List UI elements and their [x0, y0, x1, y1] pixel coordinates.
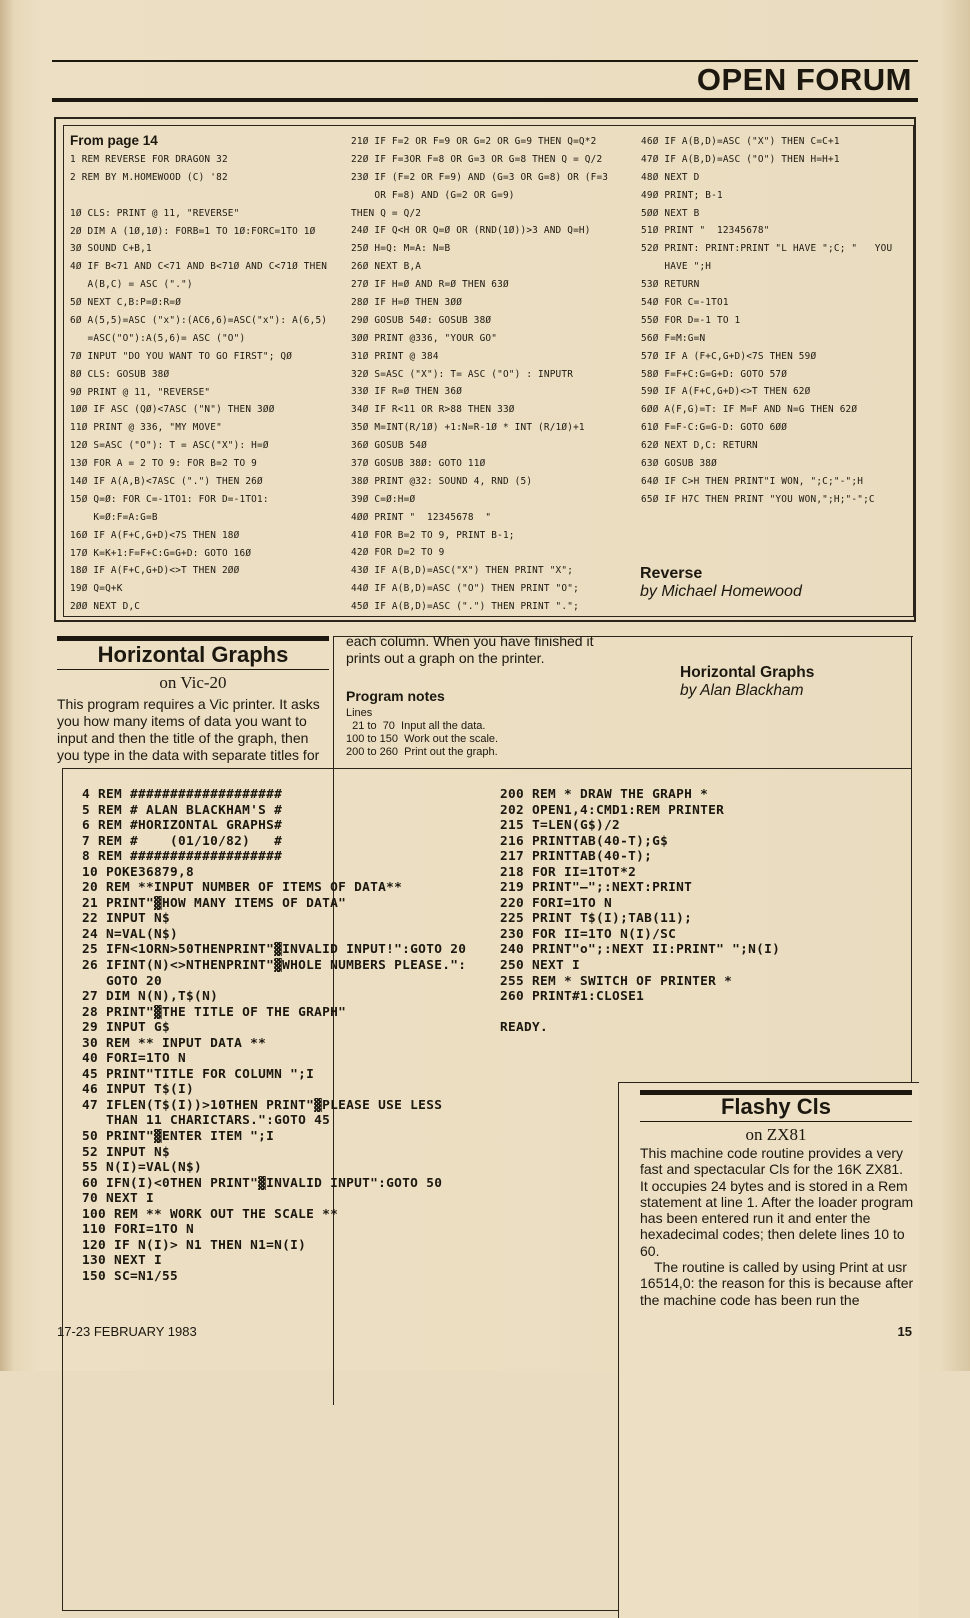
code-line: 54Ø FOR C=-1TO1 [641, 297, 729, 309]
code-line: 2 REM BY M.HOMEWOOD (C) '82 [70, 171, 228, 183]
code-line: 11Ø PRINT @ 336, "MY MOVE" [70, 422, 222, 434]
flashy-cls-paragraph-1: This machine code routine provides a very fast and spectacular Cls for the 16K ZX81. It occupies 24 bytes and is stored in a Rem statement at line 1. After the loader program has been entered run it and enter the hexadecimal codes; then delete lines 10 to 60. [640, 1145, 914, 1259]
code-line [70, 187, 327, 205]
code-line: 40 FORI=1TO N [82, 1051, 187, 1067]
code-line: 100 REM ** WORK OUT THE SCALE ** [82, 1206, 339, 1222]
code-line: 4Ø IF B<71 AND C<71 AND B<71Ø AND C<71Ø THEN [70, 261, 328, 273]
horizontal-graphs-listing-right [500, 787, 780, 1036]
code-line: 5ØØ NEXT B [641, 207, 700, 219]
code-line: 55 N(I)=VAL(N$) [82, 1160, 203, 1176]
code-line: 22 INPUT N$ [82, 911, 171, 927]
horizontal-graphs-heading: Horizontal Graphs [97, 642, 289, 667]
code-line: 30 REM ** INPUT DATA ** [82, 1035, 267, 1051]
code-line: 219 PRINT"—";:NEXT:PRINT [500, 880, 693, 896]
reverse-listing-column-2 [351, 133, 608, 616]
horizontal-graphs-box-author: by Alan Blackham [680, 682, 804, 699]
horizontal-graphs-heading-underline [57, 669, 329, 670]
code-line: 8 REM ################### [82, 849, 283, 865]
program-notes-heading: Program notes [346, 688, 445, 704]
code-line: 61Ø F=F-C:G=G-D: GOTO 6ØØ [641, 422, 788, 434]
program-note: 21 to 70 Input all the data. [346, 720, 486, 732]
code-line: 28Ø IF H=Ø THEN 3ØØ [351, 297, 463, 309]
code-line: 17Ø K=K+1:F=F+C:G=G+D: GOTO 16Ø [70, 547, 252, 559]
code-line: 6 REM #HORIZONTAL GRAPHS# [82, 818, 283, 834]
code-line: 260 PRINT#1:CLOSE1 [500, 989, 645, 1005]
program-note: 100 to 150 Work out the scale. [346, 733, 499, 745]
issue-date: 17-23 FEBRUARY 1983 [57, 1324, 197, 1339]
code-line: 41Ø FOR B=2 TO 9, PRINT B-1; [351, 529, 515, 541]
code-line: 58Ø F=F+C:G=G+D: GOTO 57Ø [641, 368, 788, 380]
code-line: 19Ø Q=Q+K [70, 583, 123, 595]
flashy-cls-platform: on ZX81 [745, 1125, 807, 1144]
code-line: 18Ø IF A(F+C,G+D)<>T THEN 2ØØ [70, 565, 240, 577]
code-line: 2Ø DIM A (1Ø,1Ø): FORB=1 TO 1Ø:FORC=1TO 1Ø [70, 225, 316, 237]
code-line: 20 REM **INPUT NUMBER OF ITEMS OF DATA** [82, 880, 403, 896]
code-line: =ASC("O"):A(5,6)= ASC ("O") [70, 332, 246, 344]
code-line: 220 FORI=1TO N [500, 895, 613, 911]
code-line: 28 PRINT"▓THE TITLE OF THE GRAPH" [82, 1004, 347, 1020]
code-line: 37Ø GOSUB 38Ø: GOTO 11Ø [351, 458, 486, 470]
code-line: 24 N=VAL(N$) [82, 926, 179, 942]
code-line: 7 REM # (01/10/82) # [82, 833, 283, 849]
reverse-author: by Michael Homewood [640, 583, 802, 600]
code-line: 33Ø IF R=Ø THEN 36Ø [351, 386, 463, 398]
code-line: 3Ø SOUND C+B,1 [70, 243, 152, 255]
code-line: 45Ø IF A(B,D)=ASC (".") THEN PRINT "."; [351, 601, 579, 613]
code-line: 38Ø PRINT @32: SOUND 4, RND (5) [351, 475, 533, 487]
code-line: 1ØØ IF ASC (QØ)<7ASC ("N") THEN 3ØØ [70, 404, 275, 416]
flashy-cls-heading-underline [640, 1121, 912, 1122]
code-line: 47 IFLEN(T$(I))>10THEN PRINT"▓PLEASE USE LESS [82, 1097, 443, 1113]
code-line: 48Ø NEXT D [641, 171, 700, 183]
code-line: 45 PRINT"TITLE FOR COLUMN ";I [82, 1066, 315, 1082]
code-line: 50 PRINT"▓ENTER ITEM ";I [82, 1129, 275, 1145]
code-line: 5Ø NEXT C,B:P=Ø:R=Ø [70, 297, 182, 309]
code-line: GOTO 20 [82, 973, 163, 989]
code-line: 5 REM # ALAN BLACKHAM'S # [82, 802, 283, 818]
code-line: 29Ø GOSUB 54Ø: GOSUB 38Ø [351, 314, 492, 326]
horizontal-graphs-intro: This program requires a Vic printer. It asks you how many items of data you want to input and then the title of the graph, then you type in the data with separate titles for [57, 696, 320, 763]
code-line: THAN 11 CHARICTARS.":GOTO 45 [82, 1113, 331, 1129]
code-line: 110 FORI=1TO N [82, 1222, 195, 1238]
code-line: K=Ø:F=A:G=B [70, 511, 158, 523]
code-line: 4 REM ################### [82, 787, 283, 802]
code-line: 217 PRINTTAB(40-T); [500, 849, 653, 865]
code-line: 120 IF N(I)> N1 THEN N1=N(I) [82, 1237, 307, 1253]
code-line: 70 NEXT I [82, 1191, 155, 1207]
program-note: 200 to 260 Print out the graph. [346, 746, 498, 758]
code-line: 49Ø PRINT; B-1 [641, 189, 723, 201]
code-line: 202 OPEN1,4:CMD1:REM PRINTER [500, 802, 725, 818]
flashy-cls-paragraph-2: The routine is called by using Print at usr 16514,0: the reason for this is because after the machine code has been run the [640, 1259, 914, 1308]
horizontal-graphs-heading-rule [57, 636, 329, 641]
code-line: 47Ø IF A(B,D)=ASC ("O") THEN H=H+1 [641, 153, 840, 165]
code-line: 43Ø IF A(B,D)=ASC("X") THEN PRINT "X"; [351, 565, 574, 577]
code-line: 26 IFINT(N)<>NTHENPRINT"▓WHOLE NUMBERS PLEASE.": [82, 958, 467, 974]
code-line: 31Ø PRINT @ 384 [351, 350, 439, 362]
code-line: 6ØØ A(F,G)=T: IF M=F AND N=G THEN 62Ø [641, 404, 858, 416]
from-page-label: From page 14 [70, 133, 158, 148]
code-line: 24Ø IF Q<H OR Q=Ø OR (RND(1Ø))>3 AND Q=H) [351, 225, 591, 237]
code-line: 9Ø PRINT @ 11, "REVERSE" [70, 386, 211, 398]
code-line: 56Ø F=M:G=N [641, 332, 706, 344]
horizontal-graphs-platform: on Vic-20 [159, 673, 227, 692]
code-line: HAVE ";H [641, 261, 712, 273]
code-line: 6Ø A(5,5)=ASC ("x"):(AC6,6)=ASC("x"): A(6,5) [70, 315, 328, 327]
code-line: A(B,C) = ASC (".") [70, 279, 193, 291]
code-line: 65Ø IF H7C THEN PRINT "YOU WON,";H;"-";C [641, 493, 875, 505]
code-line: 255 REM * SWITCH OF PRINTER * [500, 973, 733, 989]
code-line: 44Ø IF A(B,D)=ASC ("O") THEN PRINT "O"; [351, 583, 579, 595]
code-line: 51Ø PRINT " 12345678" [641, 225, 770, 237]
code-line: 215 T=LEN(G$)/2 [500, 818, 621, 834]
code-line: 216 PRINTTAB(40-T);G$ [500, 833, 669, 849]
code-line: 26Ø NEXT B,A [351, 261, 422, 273]
code-line [500, 1005, 780, 1021]
code-line: 16Ø IF A(F+C,G+D)<7S THEN 18Ø [70, 529, 240, 541]
program-notes-lines-label: Lines [346, 707, 373, 719]
code-line: 15Ø Q=Ø: FOR C=-1TO1: FOR D=-1TO1: [70, 493, 269, 505]
code-line: 3ØØ PRINT @336, "YOUR GO" [351, 332, 498, 344]
code-line: THEN Q = Q/2 [351, 207, 422, 219]
code-line: 53Ø RETURN [641, 279, 700, 291]
code-line: 2ØØ NEXT D,C [70, 601, 141, 613]
code-line: 8Ø CLS: GOSUB 38Ø [70, 368, 170, 380]
code-line: 13Ø FOR A = 2 TO 9: FOR B=2 TO 9 [70, 458, 258, 470]
code-line: 218 FOR II=1TOT*2 [500, 864, 637, 880]
code-line: 4ØØ PRINT " 12345678 " [351, 511, 492, 523]
code-line: 29 INPUT G$ [82, 1020, 171, 1036]
code-line: 230 FOR II=1TO N(I)/SC [500, 926, 677, 942]
code-line: 1Ø CLS: PRINT @ 11, "REVERSE" [70, 207, 240, 219]
flashy-cls-body [640, 1145, 914, 1308]
code-line: 130 NEXT I [82, 1253, 163, 1269]
code-line: 21Ø IF F=2 OR F=9 OR G=2 OR G=9 THEN Q=Q*2 [351, 136, 597, 147]
code-line: 36Ø GOSUB 54Ø [351, 440, 427, 452]
code-line: 32Ø S=ASC ("X"): T= ASC ("O") : INPUTR [351, 368, 574, 380]
horizontal-graphs-box-title: Horizontal Graphs [680, 664, 815, 681]
horizontal-graphs-listing-left [82, 787, 466, 1285]
code-line: 55Ø FOR D=-1 TO 1 [641, 314, 741, 326]
code-line: 240 PRINT"o";:NEXT II:PRINT" ";N(I) [500, 942, 781, 958]
code-line: 27 DIM N(N),T$(N) [82, 989, 219, 1005]
reverse-title: Reverse [640, 565, 703, 582]
code-line: 46Ø IF A(B,D)=ASC ("X") THEN C=C+1 [641, 136, 840, 147]
code-line: 200 REM * DRAW THE GRAPH * [500, 787, 709, 802]
code-line: 62Ø NEXT D,C: RETURN [641, 440, 758, 452]
code-line: 1 REM REVERSE FOR DRAGON 32 [70, 154, 228, 165]
code-line: 52 INPUT N$ [82, 1144, 171, 1160]
code-line: 14Ø IF A(A,B)<7ASC (".") THEN 26Ø [70, 476, 263, 488]
code-line: 52Ø PRINT: PRINT:PRINT "L HAVE ";C; " YOU [641, 243, 893, 255]
page-number: 15 [897, 1324, 912, 1339]
code-line: 10 POKE36879,8 [82, 864, 195, 880]
code-line: 25Ø H=Q: M=A: N=B [351, 243, 451, 255]
code-line: 250 NEXT I [500, 958, 581, 974]
flashy-cls-heading: Flashy Cls [720, 1094, 832, 1119]
code-line: 64Ø IF C>H THEN PRINT"I WON, ";C;"-";H [641, 475, 864, 487]
code-line: 57Ø IF A (F+C,G+D)<7S THEN 59Ø [641, 350, 817, 362]
horizontal-graphs-intro-continued: each column. When you have finished it prints out a graph on the printer. [346, 633, 594, 666]
code-line: 22Ø IF F=3OR F=8 OR G=3 OR G=8 THEN Q = Q/2 [351, 153, 603, 165]
code-line: 60 IFN(I)<0THEN PRINT"▓INVALID INPUT":GOTO 50 [82, 1175, 443, 1191]
code-line: 59Ø IF A(F+C,G+D)<>T THEN 62Ø [641, 386, 811, 398]
code-line: OR F=8) AND (G=2 OR G=9) [351, 189, 515, 201]
code-line: 34Ø IF R<11 OR R>88 THEN 33Ø [351, 404, 515, 416]
code-line: 7Ø INPUT "DO YOU WANT TO GO FIRST"; QØ [70, 350, 293, 362]
code-line: READY. [500, 1020, 549, 1036]
header-underline [52, 98, 918, 102]
code-line: 25 IFN<1ORN>50THENPRINT"▓INVALID INPUT!":GOTO 20 [82, 942, 467, 958]
code-line: 21 PRINT"▓HOW MANY ITEMS OF DATA" [82, 895, 347, 911]
code-line: 39Ø C=Ø:H=Ø [351, 493, 416, 505]
section-heading: OPEN FORUM [696, 62, 912, 97]
code-line: 150 SC=N1/55 [82, 1268, 179, 1284]
code-line: 27Ø IF H=Ø AND R=Ø THEN 63Ø [351, 279, 509, 291]
reverse-listing-column-3 [641, 133, 892, 509]
reverse-listing-column-1 [70, 151, 327, 616]
code-line: 12Ø S=ASC ("O"): T = ASC("X"): H=Ø [70, 440, 269, 452]
code-line: 63Ø GOSUB 38Ø [641, 458, 717, 470]
code-line: 46 INPUT T$(I) [82, 1082, 195, 1098]
code-line: 225 PRINT T$(I);TAB(11); [500, 911, 693, 927]
code-line: 35Ø M=INT(R/1Ø) +1:N=R-1Ø * INT (R/1Ø)+1 [351, 422, 585, 434]
code-line: 42Ø FOR D=2 TO 9 [351, 547, 445, 559]
code-line: 23Ø IF (F=2 OR F=9) AND (G=3 OR G=8) OR (F=3 [351, 171, 609, 183]
